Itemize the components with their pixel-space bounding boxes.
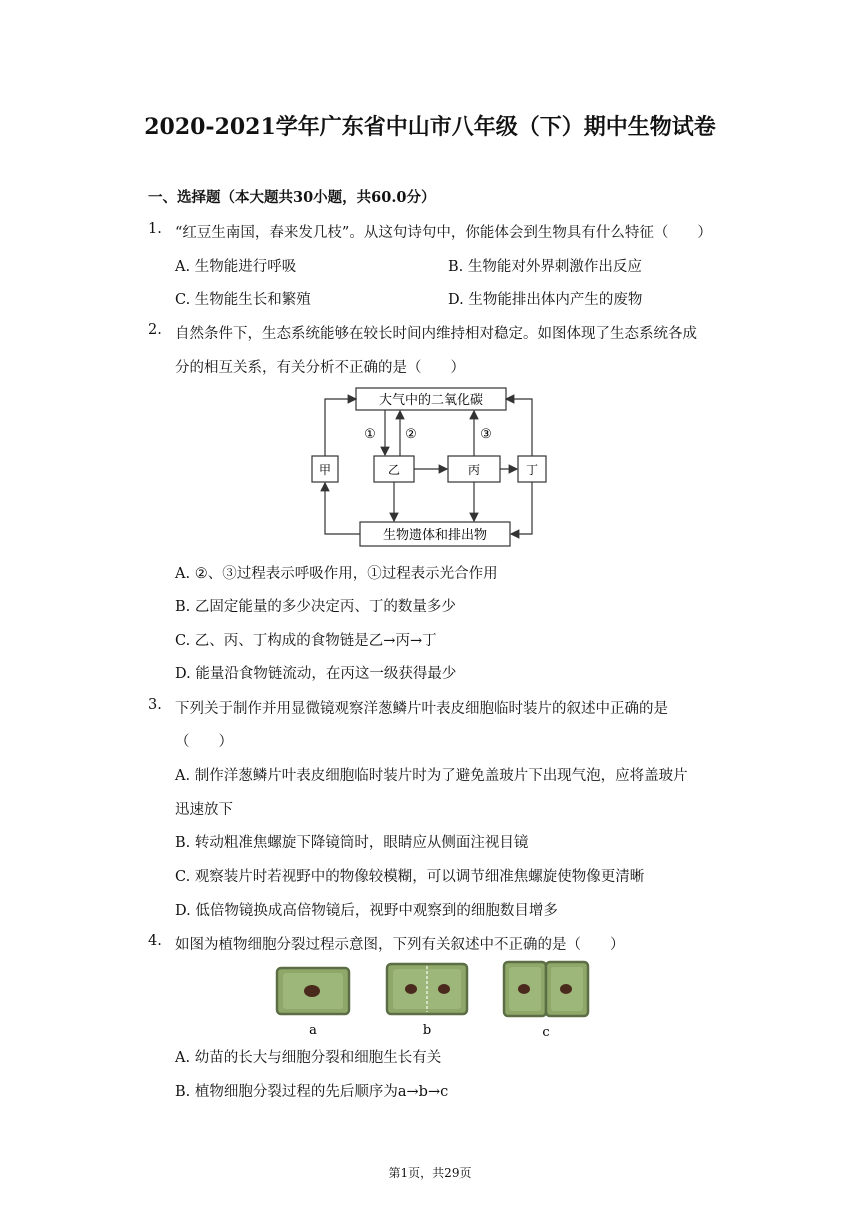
node-jia: 甲 (318, 463, 332, 477)
q3-stem-line2: （ ） (175, 734, 233, 750)
cell-a (277, 968, 349, 1014)
q2-stem-line2: 分的相互关系，有关分析不正确的是（ ） (175, 360, 465, 376)
cell-b (387, 964, 467, 1014)
page-title: 2020-2021学年广东省中山市八年级（下）期中生物试卷 (144, 114, 716, 140)
q3-option-a-line2: 迅速放下 (175, 802, 233, 818)
q4-number: 4. (148, 933, 162, 949)
q4-option-b: B. 植物细胞分裂过程的先后顺序为a→b→c (175, 1084, 449, 1100)
co2-label: 大气中的二氧化碳 (378, 393, 484, 408)
q2-stem-line1: 自然条件下，生态系统能够在较长时间内维持相对稳定。如图体现了生态系统各成 (175, 326, 697, 342)
label-b: b (422, 1023, 432, 1038)
label-1: ① (364, 427, 376, 442)
q2-number: 2. (148, 322, 162, 338)
q4-option-a: A. 幼苗的长大与细胞分裂和细胞生长有关 (175, 1050, 442, 1066)
q3-stem-line1: 下列关于制作并用显微镜观察洋葱鳞片叶表皮细胞临时装片的叙述中正确的是 (175, 701, 668, 717)
q1-number: 1. (148, 221, 162, 237)
label-2: ② (405, 427, 417, 442)
label-a: a (309, 1023, 317, 1038)
q1-option-d: D. 生物能排出体内产生的废物 (448, 292, 643, 308)
q3-option-b: B. 转动粗准焦螺旋下降镜筒时，眼睛应从侧面注视目镜 (175, 835, 529, 851)
page-footer: 第1页，共29页 (388, 1166, 472, 1180)
label-c: c (542, 1025, 550, 1040)
q1-option-c: C. 生物能生长和繁殖 (175, 292, 311, 308)
cell-division-figure (272, 958, 592, 1042)
remains-label: 生物遗体和排出物 (382, 528, 488, 543)
q3-option-d: D. 低倍物镜换成高倍物镜后，视野中观察到的细胞数目增多 (175, 903, 558, 919)
q2-option-c: C. 乙、丙、丁构成的食物链是乙→丙→丁 (175, 633, 437, 649)
cell-c (504, 962, 588, 1016)
q3-option-a-line1: A. 制作洋葱鳞片叶表皮细胞临时装片时为了避免盖玻片下出现气泡，应将盖玻片 (175, 768, 688, 784)
q2-option-a: A. ②、③过程表示呼吸作用，①过程表示光合作用 (175, 566, 498, 582)
node-bing: 丙 (467, 463, 481, 477)
q3-number: 3. (148, 697, 162, 713)
q2-option-b: B. 乙固定能量的多少决定丙、丁的数量多少 (175, 599, 456, 615)
q1-option-a: A. 生物能进行呼吸 (175, 259, 297, 275)
label-3: ③ (480, 427, 492, 442)
q4-stem: 如图为植物细胞分裂过程示意图，下列有关叙述中不正确的是（ ） (175, 937, 625, 953)
ecosystem-diagram (300, 382, 560, 552)
q3-option-c: C. 观察装片时若视野中的物像较模糊，可以调节细准焦螺旋使物像更清晰 (175, 869, 645, 885)
q1-stem: “红豆生南国，春来发几枝”。从这句诗句中，你能体会到生物具有什么特征（ ） (175, 225, 712, 241)
section-heading: 一、选择题（本大题共30小题，共60.0分） (148, 189, 436, 206)
node-ding: 丁 (525, 463, 539, 477)
node-yi: 乙 (387, 463, 401, 477)
q1-option-b: B. 生物能对外界刺激作出反应 (448, 259, 642, 275)
q2-option-d: D. 能量沿食物链流动，在丙这一级获得最少 (175, 666, 457, 682)
